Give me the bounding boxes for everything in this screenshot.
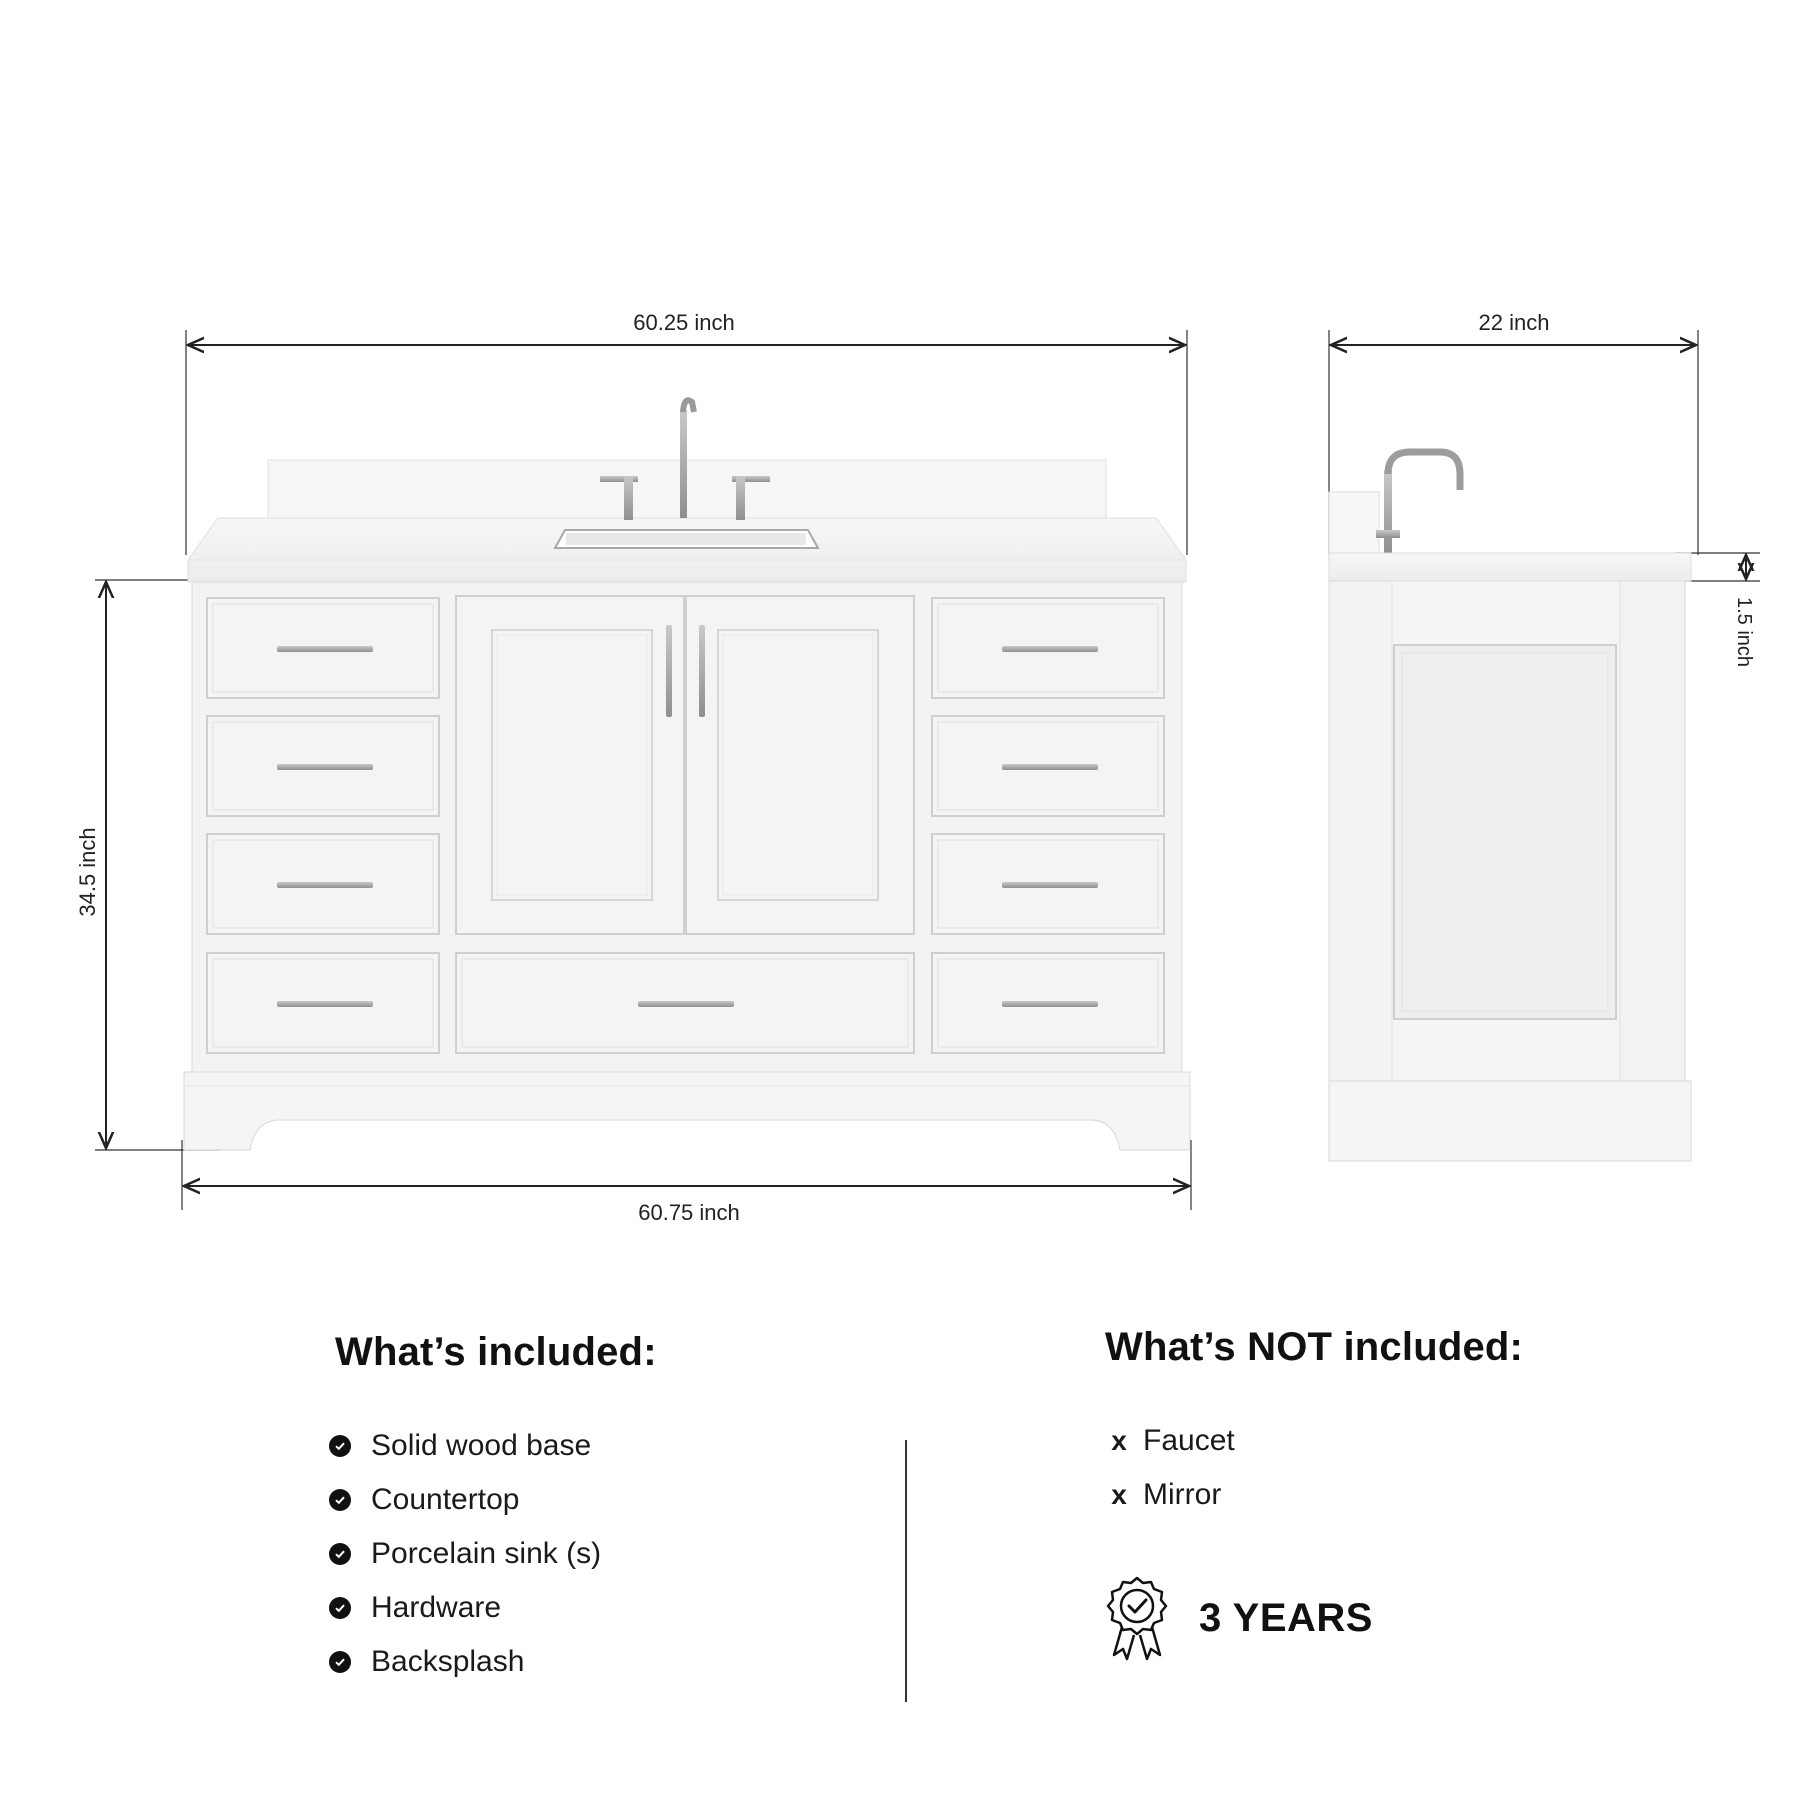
included-item-label: Solid wood base	[371, 1429, 592, 1462]
list-item	[1105, 1414, 1665, 1468]
not-included-item-label: Mirror	[1143, 1478, 1222, 1511]
included-item-label: Porcelain sink (s)	[371, 1537, 602, 1570]
countertop-thickness-label: 1.5 inch	[1733, 596, 1755, 668]
list-item	[335, 1581, 835, 1635]
faucet-side	[1376, 452, 1460, 554]
included-section	[335, 1330, 835, 1689]
list-item	[335, 1419, 835, 1473]
warranty-badge	[1105, 1575, 1373, 1661]
check-circle-icon	[329, 1651, 351, 1673]
not-included-item-label: Faucet	[1143, 1424, 1235, 1457]
top-width-label: 60.25 inch	[633, 310, 735, 335]
height-label: 34.5 inch	[75, 827, 100, 917]
included-item-label: Countertop	[371, 1483, 520, 1516]
countertop-side	[1329, 553, 1691, 581]
included-item-label: Backsplash	[371, 1645, 525, 1678]
center-bottom-drawer	[456, 953, 914, 1053]
not-included-section	[1105, 1325, 1665, 1522]
check-circle-icon	[329, 1543, 351, 1565]
vanity-side-view	[1329, 452, 1691, 1161]
not-included-list	[1105, 1414, 1665, 1522]
included-list	[335, 1419, 835, 1689]
check-circle-icon	[329, 1435, 351, 1457]
column-divider	[905, 1440, 907, 1702]
bottom-width-dimension	[182, 1140, 1191, 1225]
center-doors	[456, 596, 914, 934]
sink	[555, 530, 818, 548]
list-item	[335, 1635, 835, 1689]
depth-label: 22 inch	[1478, 310, 1550, 335]
list-item	[335, 1527, 835, 1581]
check-circle-icon	[329, 1489, 351, 1511]
bottom-width-label: 60.75 inch	[638, 1200, 740, 1225]
countertop	[188, 518, 1186, 582]
list-item	[335, 1473, 835, 1527]
check-circle-icon	[329, 1597, 351, 1619]
side-base	[1329, 1081, 1691, 1161]
included-item-label: Hardware	[371, 1591, 502, 1624]
not-included-heading: What’s NOT included:	[1105, 1325, 1524, 1369]
included-heading: What’s included:	[335, 1330, 657, 1374]
warranty-label: 3 YEARS	[1199, 1595, 1373, 1640]
x-mark-icon: x	[1111, 1425, 1127, 1456]
x-mark-icon: x	[1111, 1479, 1127, 1510]
cabinet-base	[184, 1072, 1190, 1150]
list-item	[1105, 1468, 1665, 1522]
award-ribbon-icon	[1105, 1575, 1169, 1661]
vanity-front-view	[184, 400, 1190, 1150]
